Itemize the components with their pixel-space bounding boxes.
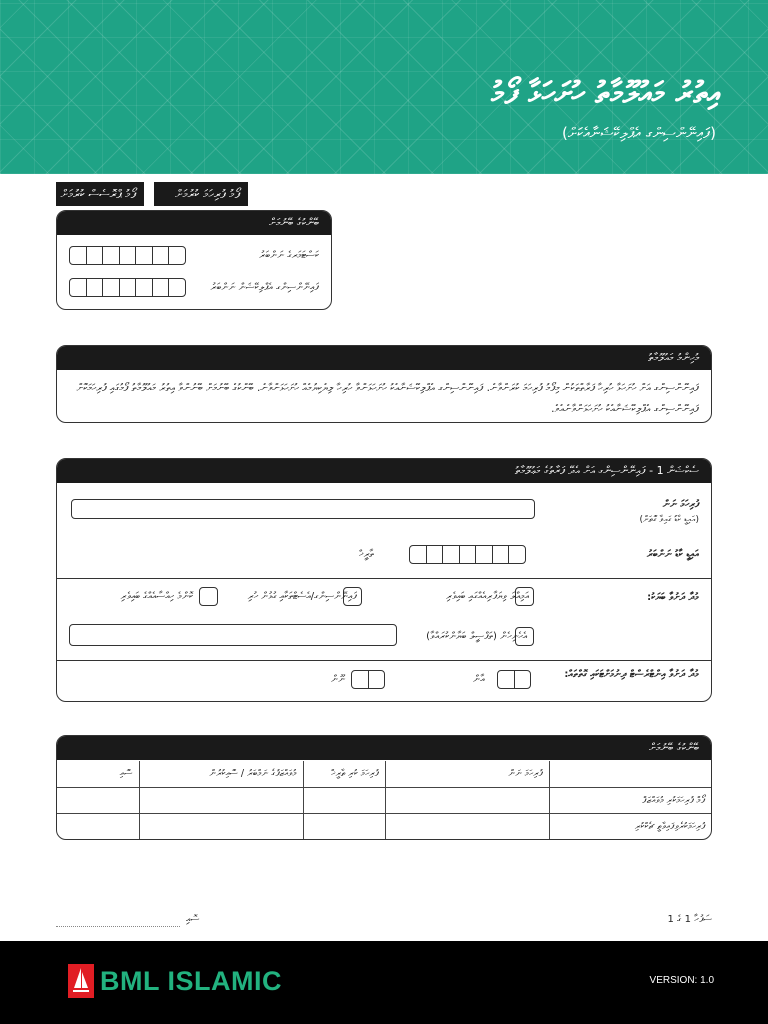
tag-form-process: ފޯމު ޕްރޮސެސް ކުރުމަށް	[56, 182, 144, 206]
digit-box[interactable]	[135, 246, 153, 265]
digit-box[interactable]	[152, 278, 170, 297]
digit-box[interactable]	[409, 545, 427, 564]
cell[interactable]	[303, 787, 385, 813]
digit-box[interactable]	[168, 246, 186, 265]
office-use-heading: ބޭންކުގެ ބޭނުމަށް	[57, 211, 331, 235]
digit-box[interactable]	[86, 246, 104, 265]
cell[interactable]	[139, 813, 303, 839]
digit-box[interactable]	[442, 545, 460, 564]
tag-form-fill: ފޯމު ފުރިހަމަ ކުރުމަށް	[154, 182, 248, 206]
digit-box[interactable]	[168, 278, 186, 297]
page-number: ސަފުހާ 1 ގެ 1	[667, 914, 712, 925]
yes-label: އާން	[473, 674, 485, 685]
row1-label: ފޯމް ފުރިހަމަކުރި މުވައްޒަފް	[549, 787, 711, 813]
signature-table	[57, 761, 711, 839]
header-band	[0, 0, 768, 174]
brand-name: BML ISLAMIC	[100, 966, 282, 996]
full-name-input[interactable]	[71, 499, 535, 519]
digit-box[interactable]	[514, 670, 532, 689]
important-info-box	[56, 345, 712, 423]
section1-heading: ސެކްޝަން 1 - ފައިނޭންސިންގ އަށް އެދޭ ފަރާތުގެ މަޢުލޫމާތު	[57, 459, 711, 483]
section1-box	[56, 458, 712, 702]
digit-box[interactable]	[492, 545, 510, 564]
important-info-heading: މުހިންމު މައުލޫމާތު	[57, 346, 711, 370]
page-title: އިތުރު މައުލޫމާތު ހުށަހަޅާ ފޯމު	[491, 76, 720, 111]
bank-use-heading: ބޭންކުގެ ބޭނުމަށް	[57, 736, 711, 760]
row2-label: ފުރިހަމަކުރެވިފައިވާތީ ޗެކްކުރި	[549, 813, 711, 839]
digit-box[interactable]	[508, 545, 526, 564]
col-date: ފުރިހަމަ ކުރި ތާރީޚް	[303, 761, 385, 787]
digit-box[interactable]	[69, 278, 87, 297]
no-checkbox[interactable]	[351, 670, 385, 689]
page-subtitle: (ފައިނޭންސިންގ އެޕްލިކޭޝަނާއެކަށް)	[561, 124, 716, 142]
option4-details-input[interactable]	[69, 624, 397, 646]
digit-box[interactable]	[426, 545, 444, 564]
cell[interactable]	[303, 813, 385, 839]
cell[interactable]	[385, 813, 549, 839]
digit-box[interactable]	[86, 278, 104, 297]
col-name: ފުރިހަމަ ނަން	[385, 761, 549, 787]
option3-label: ކޮންމެ ހިއްސާއެއްގެ ބައިވެރި	[120, 591, 193, 602]
office-use-box	[56, 210, 332, 310]
date-label: ތާރީޚް	[359, 549, 374, 560]
version-label: VERSION: 1.0	[649, 975, 714, 986]
application-number-label: ފައިނޭންސިންގ އެޕްލިކޭޝަން ނަންބަރު	[210, 282, 319, 293]
divider	[57, 578, 711, 579]
option1-label: އަމިއްލަ ވިޔަފާރިއެއްގައި ބައިވެރި	[446, 591, 529, 602]
yes-checkbox[interactable]	[497, 670, 531, 689]
col-role	[549, 761, 711, 787]
digit-box[interactable]	[368, 670, 386, 689]
digit-box[interactable]	[152, 246, 170, 265]
full-name-hint: (އައިޑީ ކާޑު ގައިވާ ގޮތަށް)	[639, 515, 699, 525]
relation-label: މުދާ ދަށުވާ ބަޔަކު:	[647, 592, 699, 603]
digit-box[interactable]	[135, 278, 153, 297]
table-header-row	[57, 761, 711, 787]
table-row	[57, 787, 711, 813]
digit-box[interactable]	[497, 670, 515, 689]
question-label: މުދާ ދަށުވާ އިންޓްރެސްޓް ދިނުމަށްޓަކައި ގޮތްތައް:	[564, 669, 699, 680]
important-info-text: ފައިނޭންސިންގ އަށް ހުށަހަޅާ ހުރިހާ ފަރާތްތަކުން މިފޯމު ފުރިހަމަ ކުރަންވާނެ. ފައިނޭންސިންގ އެޕްލިކޭޝަނާއެކު ހުށަހަޅަންވާ ހުރިހާ ލިޔެކިޔުމެއް ހުށަހަޅަންވާނެ. ބޭންކުގެ ބޭނުމަށް ބޭނުންވާ އިތުރު މައުލޫމާތު ފޯމުގައި ފުރިހަމަކޮށް ފައިނޭންސިންގ އެޕްލިކޭޝަނާއެކު ހުށަހަޅަންވާނެއެވެ.	[76, 382, 699, 415]
option4-label: އެހެނިހެން (ތަފްޞީލް ބަޔާންކުރައްވާ)	[426, 631, 527, 642]
digit-box[interactable]	[351, 670, 369, 689]
bml-logo-icon	[68, 964, 94, 998]
cell[interactable]	[385, 787, 549, 813]
digit-box[interactable]	[102, 278, 120, 297]
cell[interactable]	[57, 813, 139, 839]
bank-use-box	[56, 735, 712, 840]
customer-number-field[interactable]	[69, 246, 186, 265]
col-emp: މުވައްޒަފުގެ ނަމްބަރު / ސޮއިކުރުން	[139, 761, 303, 787]
cell[interactable]	[139, 787, 303, 813]
id-card-field[interactable]	[409, 545, 526, 564]
digit-box[interactable]	[102, 246, 120, 265]
option3-checkbox[interactable]	[199, 587, 218, 606]
digit-box[interactable]	[119, 278, 137, 297]
full-name-label: ފުރިހަމަ ނަން	[662, 499, 699, 510]
cell[interactable]	[57, 787, 139, 813]
divider	[57, 660, 711, 661]
table-row	[57, 813, 711, 839]
customer-number-label: ކަސްޓަމަރގެ ނަންބަރު	[259, 250, 319, 261]
option2-label: ފައިނޭންސިންގ/އެސެޓްތަކާއި ގުޅުން ހުރި	[247, 591, 357, 602]
signature-label: ސޮއި	[186, 914, 200, 925]
digit-box[interactable]	[475, 545, 493, 564]
id-card-label: އައިޑީ ކާޑު ނަންބަރު	[646, 549, 699, 560]
digit-box[interactable]	[119, 246, 137, 265]
col-sign: ސޮއި	[57, 761, 139, 787]
digit-box[interactable]	[69, 246, 87, 265]
no-label: ނޫން	[331, 674, 346, 685]
digit-box[interactable]	[459, 545, 477, 564]
signature-line[interactable]	[56, 926, 180, 927]
application-number-field[interactable]	[69, 278, 186, 297]
